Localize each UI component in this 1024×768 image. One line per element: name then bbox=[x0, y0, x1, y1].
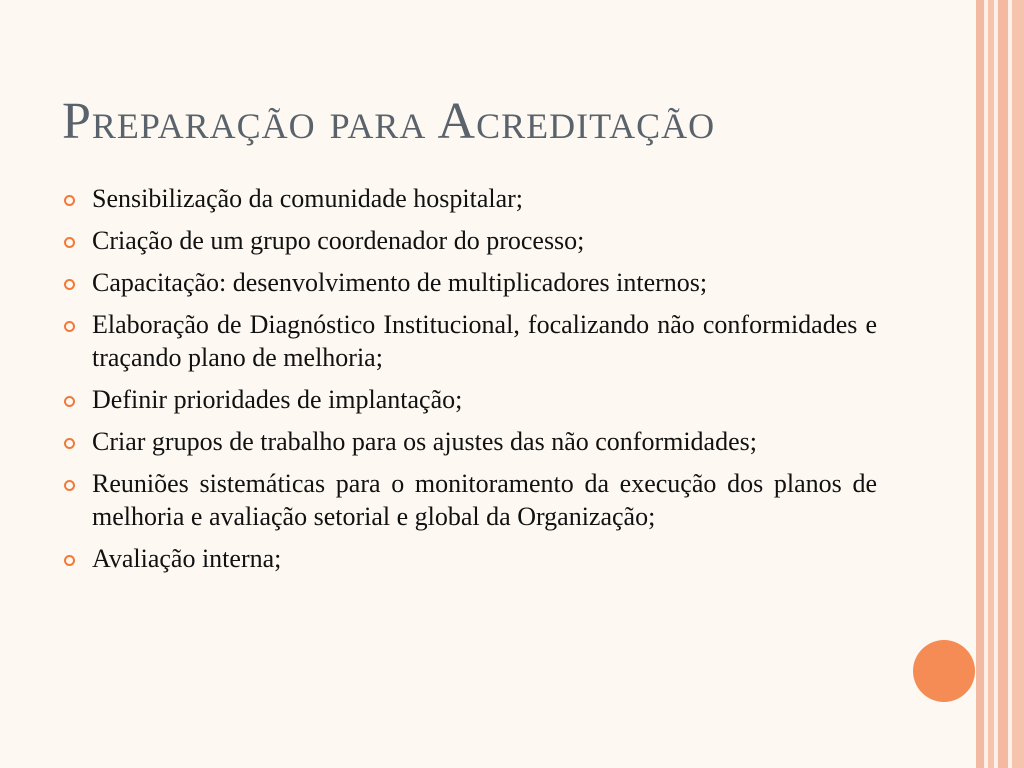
bullet-item bbox=[62, 308, 877, 374]
bullet-item bbox=[62, 467, 877, 533]
decorative-circle bbox=[913, 640, 975, 702]
bullet-text: Elaboração de Diagnóstico Institucional, focalizando não conformidades e traçando plano de melhoria; bbox=[92, 310, 877, 372]
bullet-icon bbox=[64, 279, 75, 290]
bullet-text: Criação de um grupo coordenador do processo; bbox=[92, 226, 585, 255]
decorative-stripe bbox=[1012, 0, 1024, 768]
bullet-icon bbox=[64, 396, 75, 407]
bullet-icon bbox=[64, 321, 75, 332]
bullet-icon bbox=[64, 195, 75, 206]
bullet-text: Reuniões sistemáticas para o monitoramento da execução dos planos de melhoria e avaliação setorial e global da Organização; bbox=[92, 469, 877, 531]
bullet-text: Sensibilização da comunidade hospitalar; bbox=[92, 184, 524, 213]
decorative-stripe bbox=[976, 0, 984, 768]
bullet-icon bbox=[64, 438, 75, 449]
bullet-text: Definir prioridades de implantação; bbox=[92, 385, 463, 414]
bullet-text: Capacitação: desenvolvimento de multiplicadores internos; bbox=[92, 268, 708, 297]
slide-title: Preparação para Acreditação bbox=[62, 93, 716, 150]
bullet-icon bbox=[64, 480, 75, 491]
bullet-icon bbox=[64, 237, 75, 248]
bullet-item bbox=[62, 224, 877, 257]
decorative-stripe bbox=[998, 0, 1008, 768]
bullet-item bbox=[62, 542, 877, 575]
bullet-item bbox=[62, 182, 877, 215]
bullet-item bbox=[62, 425, 877, 458]
bullet-list bbox=[62, 182, 877, 584]
bullet-text: Criar grupos de trabalho para os ajustes das não conformidades; bbox=[92, 427, 757, 456]
bullet-text: Avaliação interna; bbox=[92, 544, 282, 573]
bullet-icon bbox=[64, 555, 75, 566]
bullet-item bbox=[62, 383, 877, 416]
bullet-item bbox=[62, 266, 877, 299]
